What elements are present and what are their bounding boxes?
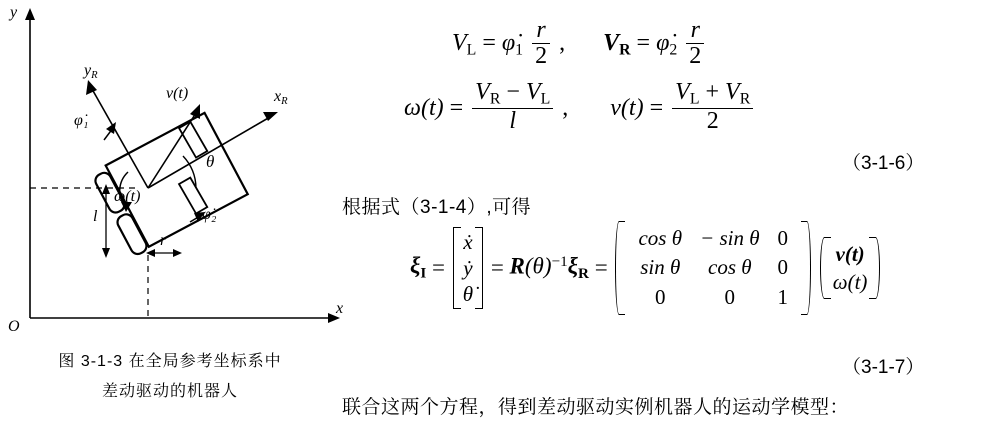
figure-caption-line1: 图 3-1-3 在全局参考坐标系中 — [58, 353, 282, 370]
y-axis-label: y — [10, 4, 18, 21]
paragraph-kinematic-model: 联合这两个方程，得到差动驱动实例机器人的运动学模型： — [342, 397, 850, 418]
equation-tag-3-1-6: （3-1-6） — [842, 153, 925, 174]
y-robot-axis-label: $y_R$ — [84, 62, 98, 81]
fraction-r-over-2-left: $\frac{r}{2}$ — [532, 18, 550, 69]
matrix-row: sin θ cos θ 0 — [640, 255, 789, 280]
bracket-right — [475, 227, 483, 310]
matrix-row: 0 0 1 — [655, 284, 789, 309]
fraction-r-over-2-right: $\frac{r}{2}$ — [686, 18, 704, 69]
theta-label: θ — [206, 152, 215, 171]
paragraph-reference-3-1-4: 根据式（3-1-4）,可得 — [342, 197, 532, 218]
robot-diagram-figure — [0, 0, 360, 429]
equation-omega-and-v: ω(t) = $\frac{V_R - V_L}{l}$ , v(t) = $\frac{V_L + V_R}{2}$ — [404, 80, 756, 134]
fraction-linear-velocity: $\frac{V_L + V_R}{2}$ — [672, 80, 753, 134]
state-derivative-vector: ẋ ẏ θ̇ — [453, 227, 483, 310]
velocity-label: v(t) — [166, 85, 189, 102]
origin-label: O — [8, 318, 20, 335]
rotation-matrix — [615, 222, 811, 314]
phi2-label: φ̇₂ — [202, 206, 217, 223]
fraction-omega: $\frac{V_R - V_L}{l}$ — [472, 80, 553, 134]
omega-label: ω(t) — [114, 188, 141, 205]
wheelbase-label: l — [93, 208, 98, 225]
x-robot-axis-label: $x_R$ — [274, 88, 288, 107]
paren-left — [615, 221, 625, 315]
velocity-vector: v(t) ω(t) — [820, 238, 881, 299]
math-column — [332, 0, 1005, 429]
matrix-row: cos θ − sin θ 0 — [638, 226, 789, 250]
paren-right — [869, 237, 880, 300]
x-axis-label: x — [336, 300, 344, 317]
equation-tag-3-1-7: （3-1-7） — [842, 357, 925, 378]
figure-caption-line2: 差动驱动的机器人 — [101, 383, 238, 400]
wheel-radius-label: r — [160, 232, 167, 249]
equation-wheel-velocities: $V_L$ = $\varphi̇_1$ $\frac{r}{2}$ , $V_R$ = $\varphi̇_2$ $\frac{r}{2}$ — [452, 18, 707, 69]
paren-right — [801, 221, 811, 315]
rotation-matrix-symbol: $R(\theta)^{-1}\xi_R$ — [509, 253, 589, 282]
bracket-left — [453, 227, 461, 310]
equation-global-frame-transform: $\xi_I$ = ẋ ẏ θ̇ = $R(\theta)^{-1}\xi_R$ = cos θ − sin θ 0 sin θ cos θ 0 0 0 1 v(t) ω(t) — [410, 222, 881, 314]
phi1-label: φ̇₁ — [74, 112, 89, 129]
robot-diagram-svg — [0, 0, 360, 345]
paren-left — [820, 237, 831, 300]
